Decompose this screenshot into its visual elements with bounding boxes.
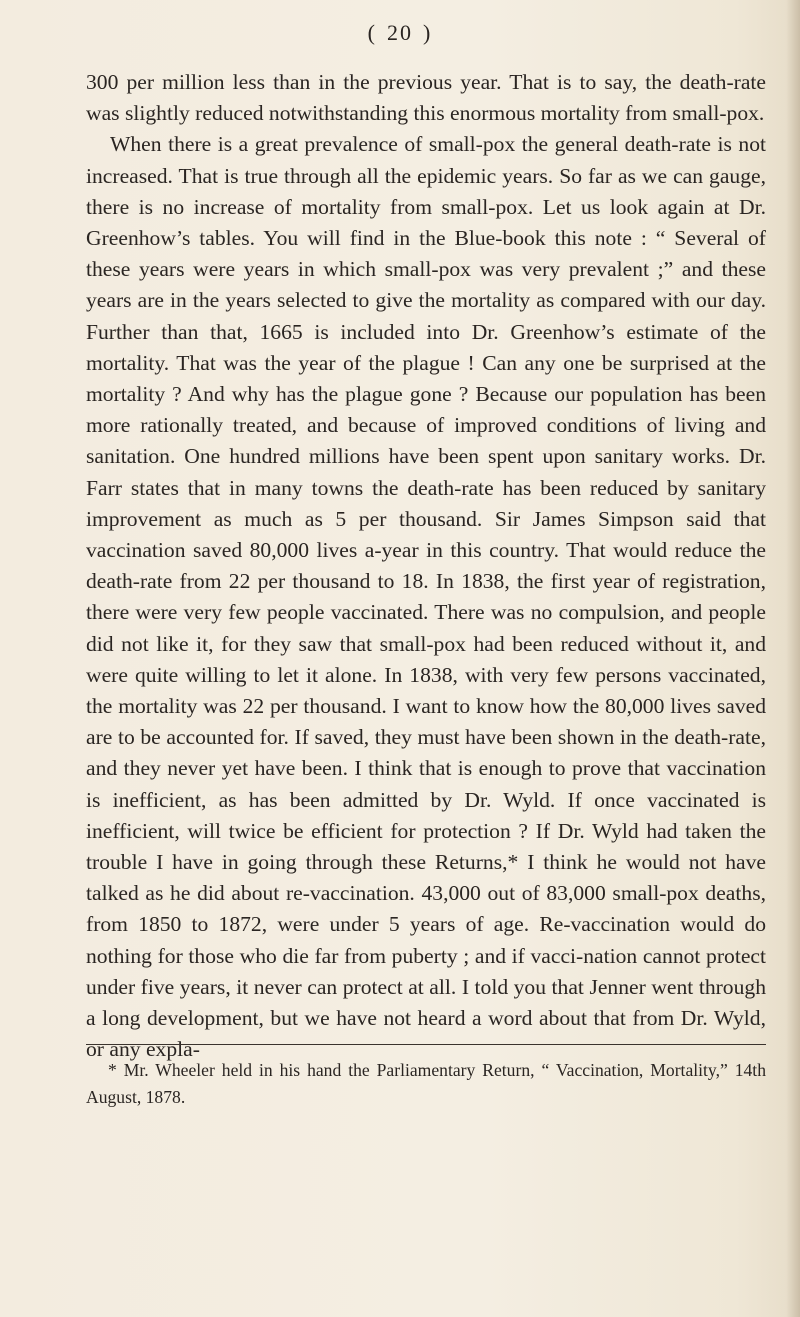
paragraph-continuation: 300 per million less than in the previous year. That is to say, the death-rate was slightly reduced notwithstanding this enormous mortality from small-pox. [86, 70, 766, 126]
page-edge-shadow [786, 0, 800, 1317]
page-number-value: 20 [387, 20, 413, 45]
page-number-open-paren: ( [367, 20, 377, 45]
footnote: * Mr. Wheeler held in his hand the Parliamentary Return, “ Vaccination, Mortality,” 14th August, 1878. [86, 1060, 766, 1107]
page-number-close-paren: ) [423, 20, 433, 45]
page-number [0, 20, 800, 46]
paragraph-main: When there is a great prevalence of small-pox the general death-rate is not increased. That is true through all the epidemic years. So far as we can gauge, there is no increase of mortality from small-pox. Let us look again at Dr. Greenhow’s tables. You will find in the Blue-book this note : “ Several of these years were years in which small-pox was very prevalent ;” and these years are in the years selected to give the mortality as compared with our day. Further than that, 1665 is included into Dr. Greenhow’s estimate of the mortality. That was the year of the plague ! Can any one be surprised at the mortality ? And why has the plague gone ? Because our population has been more rationally treated, and because of improved conditions of living and sanitation. One hundred millions have been spent upon sanitary works. Dr. Farr states that in many towns the death-rate has been reduced by sanitary improvement as much as 5 per thousand. Sir James Simpson said that vaccination saved 80,000 lives a-year in this country. That would reduce the death-rate from 22 per thousand to 18. In 1838, the first year of registration, there were very few people vaccinated. There was no compulsion, and people did not like it, for they saw that small-pox had been reduced without it, and were quite willing to let it alone. In 1838, with very few persons vaccinated, the mortality was 22 per thousand. I want to know how the 80,000 lives saved are to be accounted for. If saved, they must have been shown in the death-rate, and they never yet have been. I think that is enough to prove that vaccination is inefficient, as has been admitted by Dr. Wyld. If once vaccinated is inefficient, will twice be efficient for protection ? If Dr. Wyld had taken the trouble I have in going through these Returns,* I think he would not have talked as he did about re-vaccination. 43,000 out of 83,000 small-pox deaths, from 1850 to 1872, were under 5 years of age. Re-vaccination would do nothing for those who die far from puberty ; and if vacci-nation cannot protect under five years, it never can protect at all. I told you that Jenner went through a long development, but we have not heard a word about that from Dr. Wyld, or any expla- [86, 132, 766, 1062]
footnote-divider [86, 1044, 766, 1045]
body-text [86, 67, 766, 1066]
